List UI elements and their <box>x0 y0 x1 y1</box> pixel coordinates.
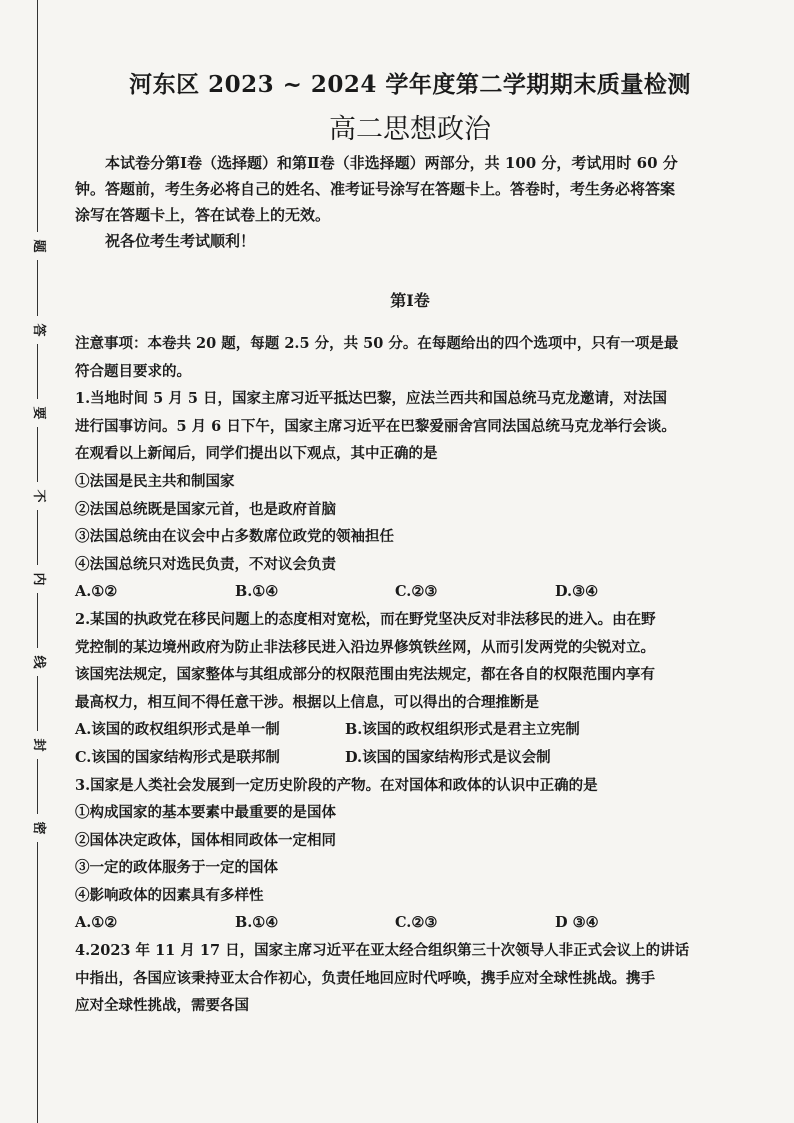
statement-item: ②国体决定政体，国体相同政体一定相同 <box>75 831 336 849</box>
statement-item: ①法国是民主共和制国家 <box>75 472 235 490</box>
good-luck-line: 祝各位考生考试顺利！ <box>105 232 256 250</box>
binding-margin-text <box>24 0 52 1123</box>
answer-options <box>75 578 745 606</box>
instruction-line: 钟。答题前，考生务必将自己的姓名、准考证号涂写在答题卡上。答卷时，考生务必将答案 <box>75 180 676 198</box>
option-b: B.①④ <box>235 583 279 601</box>
statement-item: ②法国总统既是国家元首，也是政府首脑 <box>75 500 336 518</box>
question-stem: 4.2023 年 11 月 17 日，国家主席习近平在亚太经合组织第三十次领导人非正式会议上的讲话 <box>75 942 690 960</box>
option-b: B.①④ <box>235 914 279 932</box>
question-stem: 党控制的某边境州政府为防止非法移民进入沿边界修筑铁丝网，从而引发两党的尖锐对立。 <box>75 638 655 656</box>
instruction-line: 本试卷分第Ⅰ卷（选择题）和第Ⅱ卷（非选择题）两部分，共 100 分，考试用时 60 分 <box>105 154 678 172</box>
question-body <box>75 330 745 1020</box>
option-c: C.②③ <box>395 914 438 932</box>
option-a: A.该国的政权组织形式是单一制 <box>75 721 280 739</box>
section-title: 第Ⅰ卷 <box>390 291 430 310</box>
statement-item: ④影响政体的因素具有多样性 <box>75 886 264 904</box>
question-stem: 进行国事访问。5 月 6 日下午，国家主席习近平在巴黎爱丽舍宫同法国总统马克龙举行会谈。 <box>75 417 676 435</box>
statement-item: ③法国总统由在议会中占多数席位政党的领袖担任 <box>75 528 394 546</box>
statement-item: ①构成国家的基本要素中最重要的是国体 <box>75 804 336 822</box>
option-d: D.该国的国家结构形式是议会制 <box>345 748 551 766</box>
subject-title: 高二思想政治 <box>329 114 491 145</box>
instruction-line: 涂写在答题卡上，答在试卷上的无效。 <box>75 206 331 224</box>
option-d: D.③④ <box>555 583 599 601</box>
answer-options <box>75 716 745 744</box>
option-b: B.该国的政权组织形式是君主立宪制 <box>345 721 580 739</box>
statement-item: ③一定的政体服务于一定的国体 <box>75 859 278 877</box>
exam-title: 河东区 2023 ~ 2024 学年度第二学期期末质量检测 <box>129 71 691 98</box>
margin-char: 密 <box>30 814 46 842</box>
question-3 <box>75 772 745 938</box>
notice-line: 注意事项：本卷共 20 题，每题 2.5 分，共 50 分。在每题给出的四个选项中，只有一项是最 <box>75 335 679 352</box>
answer-options <box>75 744 745 772</box>
option-c: C.该国的国家结构形式是联邦制 <box>75 748 280 766</box>
margin-char: 答 <box>30 316 46 344</box>
margin-char: 封 <box>30 731 46 759</box>
exam-page <box>75 68 745 1020</box>
notice-line: 符合题目要求的。 <box>75 362 191 380</box>
option-a: A.①② <box>75 914 118 932</box>
margin-char: 不 <box>30 482 46 510</box>
margin-char: 要 <box>30 399 46 427</box>
question-stem: 应对全球性挑战，需要各国 <box>75 997 249 1015</box>
question-stem: 3.国家是人类社会发展到一定历史阶段的产物。在对国体和政体的认识中正确的是 <box>75 776 598 794</box>
question-stem: 2.某国的执政党在移民问题上的态度相对宽松，而在野党坚决反对非法移民的进入。由在野 <box>75 610 656 628</box>
option-c: C.②③ <box>395 583 438 601</box>
margin-char: 线 <box>30 648 46 676</box>
question-stem: 该国宪法规定，国家整体与其组成部分的权限范围由宪法规定，都在各自的权限范围内享有 <box>75 666 655 684</box>
question-1 <box>75 385 745 606</box>
question-stem: 中指出，各国应该秉持亚太合作初心，负责任地回应时代呼唤，携手应对全球性挑战。携手 <box>75 969 655 987</box>
question-stem: 最高权力，相互间不得任意干涉。根据以上信息，可以得出的合理推断是 <box>75 693 539 711</box>
answer-options <box>75 909 745 937</box>
question-2 <box>75 606 745 772</box>
question-4 <box>75 937 745 1020</box>
exam-instructions <box>75 150 745 254</box>
question-stem: 1.当地时间 5 月 5 日，国家主席习近平抵达巴黎，应法兰西共和国总统马克龙邀请，对法国 <box>75 390 668 408</box>
margin-char: 题 <box>30 232 46 260</box>
question-stem: 在观看以上新闻后，同学们提出以下观点，其中正确的是 <box>75 445 438 463</box>
margin-char: 内 <box>30 565 46 593</box>
option-d: D ③④ <box>555 914 599 932</box>
statement-item: ④法国总统只对选民负责，不对议会负责 <box>75 555 336 573</box>
option-a: A.①② <box>75 583 118 601</box>
